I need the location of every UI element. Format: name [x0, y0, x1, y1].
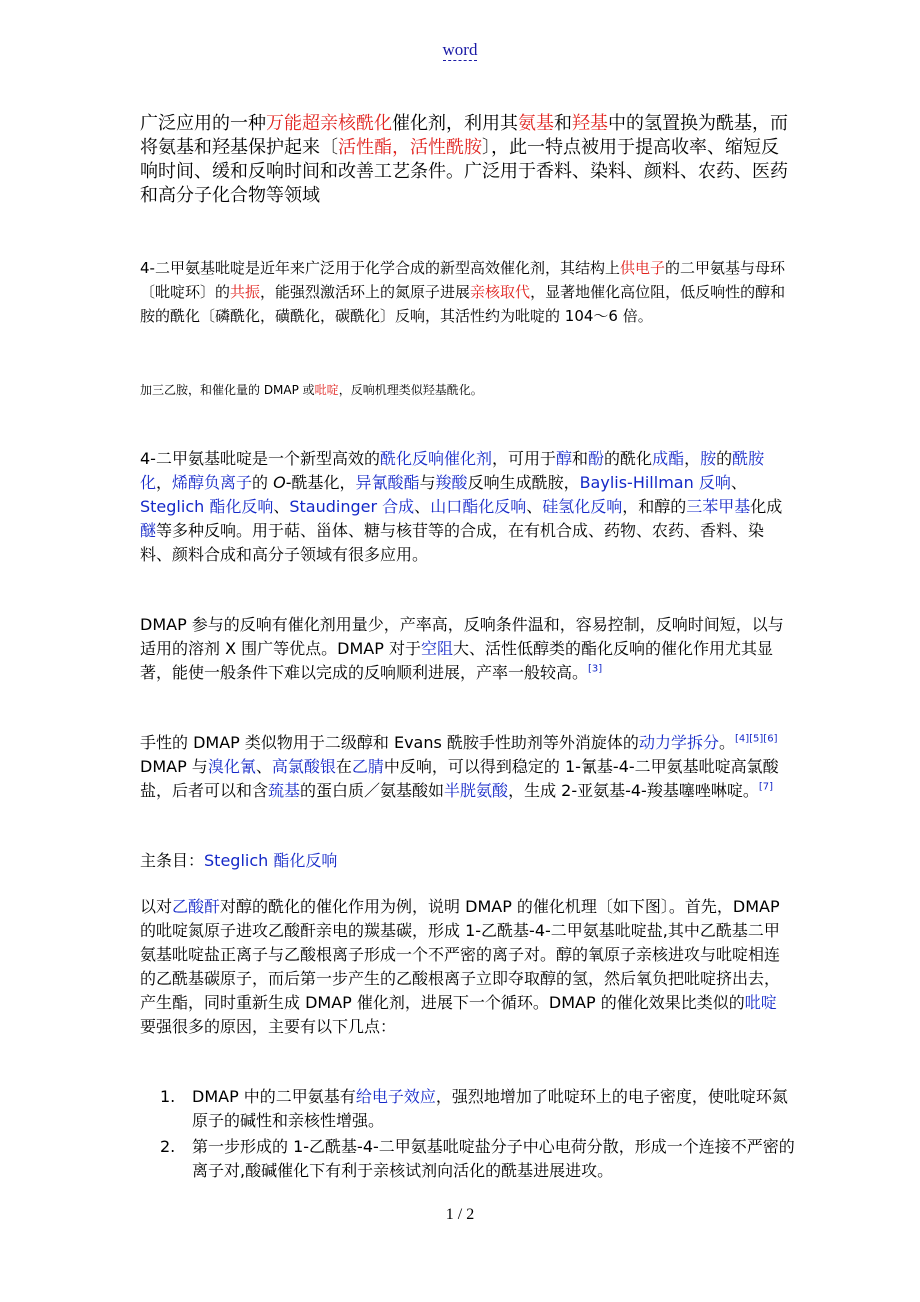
text: ，反响机理类似羟基酰化。 — [338, 383, 483, 397]
text: 〕，此一特点被用于提高收率、缩短反响时间、缓和反响时间和改善工艺条件。广泛用于香料、染料、颜料、农药、医药和高分子化合物等领域 — [140, 137, 788, 206]
highlight-term: 羟基 — [572, 113, 608, 134]
citation-link[interactable]: [4][5][6] — [734, 733, 778, 745]
term-link[interactable]: 醚 — [140, 521, 157, 540]
text: 与 — [419, 473, 436, 492]
text: ，能强烈激活环上的氮原子进展 — [260, 283, 471, 301]
text: ，和醇的 — [622, 497, 687, 516]
text: 手性的 DMAP 类似物用于二级醇和 Evans 酰胺手性助剂等外消旋体的 — [140, 733, 639, 752]
text: DMAP 中的二甲氨基有 — [192, 1087, 356, 1106]
text: 中的氢置换为酰基，而将氨基和羟基保护起来〔 — [140, 113, 788, 158]
text: 。 — [718, 733, 735, 752]
term-link[interactable]: 酚 — [588, 449, 605, 468]
highlight-term: 吡啶 — [314, 383, 339, 397]
term-link[interactable]: Baylis-Hillman 反响 — [579, 473, 731, 492]
paragraph-chiral — [140, 731, 790, 803]
list-text — [192, 1085, 800, 1133]
term-link[interactable]: 胺 — [700, 449, 717, 468]
text: 主条目： — [140, 851, 205, 870]
list-number: 1. — [160, 1087, 176, 1106]
text: ，显著地催化高位阻，低反响性的醇和胺的酰化〔磷酰化，磺酰化，碳酰化〕反响，其活性约为吡啶的 104～6 倍。 — [140, 283, 786, 325]
list-text: 第一步形成的 1-乙酰基-4-二甲氨基吡啶盐分子中心电荷分散，形成一个连接不严密的离子对,酸碱催化下有利于亲核试剂向活化的酰基进展进攻。 — [192, 1137, 795, 1180]
list-number: 2. — [160, 1137, 176, 1156]
text: 以对 — [140, 897, 173, 916]
term-link[interactable]: 空阻 — [420, 639, 453, 658]
term-link[interactable]: 三苯甲基 — [686, 497, 751, 516]
highlight-term: 供电子 — [619, 259, 665, 277]
text: 的二甲氨基与母环〔吡啶环〕的 — [140, 259, 785, 301]
citation-link[interactable]: [3] — [588, 663, 603, 675]
text: ， — [156, 473, 173, 492]
page-footer — [0, 1206, 920, 1224]
text: ，可用于 — [491, 449, 556, 468]
main-article-link[interactable]: Steglich 酯化反响 — [204, 851, 338, 870]
text: 和 — [572, 449, 589, 468]
text: 反响生成酰胺， — [467, 473, 580, 492]
text: 、 — [255, 757, 272, 776]
text: ，强烈地增加了吡啶环上的电子密度，使吡啶环氮原子的碱性和亲核性增强。 — [192, 1087, 788, 1130]
term-link[interactable]: 酰化反响催化剂 — [379, 449, 492, 468]
term-link[interactable]: Staudinger 合成 — [289, 497, 415, 516]
citation-link[interactable]: [7] — [758, 781, 774, 793]
highlight-term: 亲核取代 — [470, 283, 531, 301]
text: 、 — [526, 497, 543, 516]
paragraph-advantages — [140, 613, 790, 685]
highlight-term: 共振 — [230, 283, 261, 301]
text: 4-二甲氨基吡啶是近年来广泛用于化学合成的新型高效催化剂，其结构上 — [140, 259, 620, 277]
text: 对醇的酰化的催化作用为例，说明 DMAP 的催化机理〔如下图〕。首先，DMAP 的吡啶氮原子进攻乙酸酐亲电的羰基碳，形成 1-乙酰基-4-二甲氨基吡啶盐,其中乙酰基二甲氨基吡啶盐正离子与乙酸根离子形成一个不严密的离子对。醇的氧原子亲核进攻与吡啶相连的乙酰基碳原子，而后第一步产生的乙酸根离子立即夺取醇的氢，然后氧负把吡啶挤出去，产生酯，同时重新生成 DMAP 催化剂，进展下一个循环。DMAP 的催化效果比类似的 — [140, 897, 781, 1012]
paragraph-mechanism — [140, 895, 790, 1039]
list-item — [160, 1085, 800, 1133]
text: 广泛应用的一种 — [140, 113, 266, 134]
page-header — [0, 40, 920, 60]
text: 大、活性低醇类的酯化反响的催化作用尤其显著，能使一般条件下难以完成的反响顺利进展，产率一般较高。 — [140, 639, 773, 682]
term-link[interactable]: 半胱氨酸 — [444, 781, 509, 800]
page-number: 1 / 2 — [445, 1206, 475, 1223]
term-link[interactable]: 异氰酸酯 — [355, 473, 420, 492]
list-item — [160, 1135, 800, 1183]
term-link[interactable]: 动力学拆分 — [638, 733, 719, 752]
paragraph-note — [140, 381, 790, 399]
text: 中反响，可以得到稳定的 1-氰基-4-二甲氨基吡啶高氯酸盐，后者可以和含 — [140, 757, 779, 800]
text: 的酰化 — [604, 449, 653, 468]
text: 和 — [554, 113, 572, 134]
reason-list — [160, 1085, 800, 1185]
text: 的蛋白质／氨基酸如 — [300, 781, 445, 800]
term-link[interactable]: 酰胺化 — [140, 449, 765, 492]
term-link[interactable]: 给电子效应 — [355, 1087, 436, 1106]
term-link[interactable]: 硅氢化反响 — [542, 497, 623, 516]
term-link[interactable]: 吡啶 — [744, 993, 777, 1012]
paragraph-structure — [140, 256, 790, 328]
term-link[interactable]: 烯醇负离子 — [172, 473, 253, 492]
term-link[interactable]: 醇 — [556, 449, 573, 468]
text: DMAP 参与的反响有催化剂用量少，产率高，反响条件温和，容易控制，反响时间短，以与适用的溶剂 X 围广等优点。DMAP 对于 — [140, 615, 784, 658]
text: 、 — [730, 473, 747, 492]
term-link[interactable]: 巯基 — [268, 781, 301, 800]
text: 4-二甲氨基吡啶是一个新型高效的 — [140, 449, 380, 468]
term-link[interactable]: 乙酸酐 — [172, 897, 221, 916]
text: 等多种反响。用于萜、甾体、糖与核苷等的合成，在有机合成、药物、农药、香料、染料、颜料合成和高分子领域有很多应用。 — [140, 521, 765, 564]
text: ，生成 2-亚氨基-4-羧基噻唑啉啶。 — [508, 781, 759, 800]
term-link[interactable]: 成酯 — [652, 449, 685, 468]
term-link[interactable]: Steglich 酯化反响 — [140, 497, 274, 516]
text: 在 — [335, 757, 352, 776]
main-article-line — [140, 849, 790, 873]
highlight-term: 万能超亲核酰化 — [266, 113, 392, 134]
text: 的 — [716, 449, 733, 468]
term-link[interactable]: 溴化氰 — [207, 757, 256, 776]
term-link[interactable]: 高氯酸银 — [271, 757, 336, 776]
header-word-link[interactable]: word — [442, 40, 478, 59]
text: 要强很多的原因，主要有以下几点： — [140, 1017, 397, 1036]
paragraph-intro — [140, 112, 790, 208]
highlight-term: 氨基 — [518, 113, 554, 134]
text: 、 — [273, 497, 290, 516]
text: 、 — [414, 497, 431, 516]
text: 的 — [252, 473, 274, 492]
term-link[interactable]: 山口酯化反响 — [430, 497, 527, 516]
italic-o: O — [273, 473, 286, 492]
text: ， — [684, 449, 701, 468]
text: DMAP 与 — [140, 757, 208, 776]
term-link[interactable]: 乙腈 — [351, 757, 384, 776]
paragraph-applications — [140, 447, 790, 567]
text: -酰基化， — [285, 473, 356, 492]
highlight-term: 活性酯，活性酰胺 — [338, 137, 482, 158]
text: 化成 — [750, 497, 783, 516]
term-link[interactable]: 羧酸 — [435, 473, 468, 492]
text: 催化剂，利用其 — [392, 113, 518, 134]
text: 加三乙胺，和催化量的 DMAP 或 — [140, 383, 315, 397]
